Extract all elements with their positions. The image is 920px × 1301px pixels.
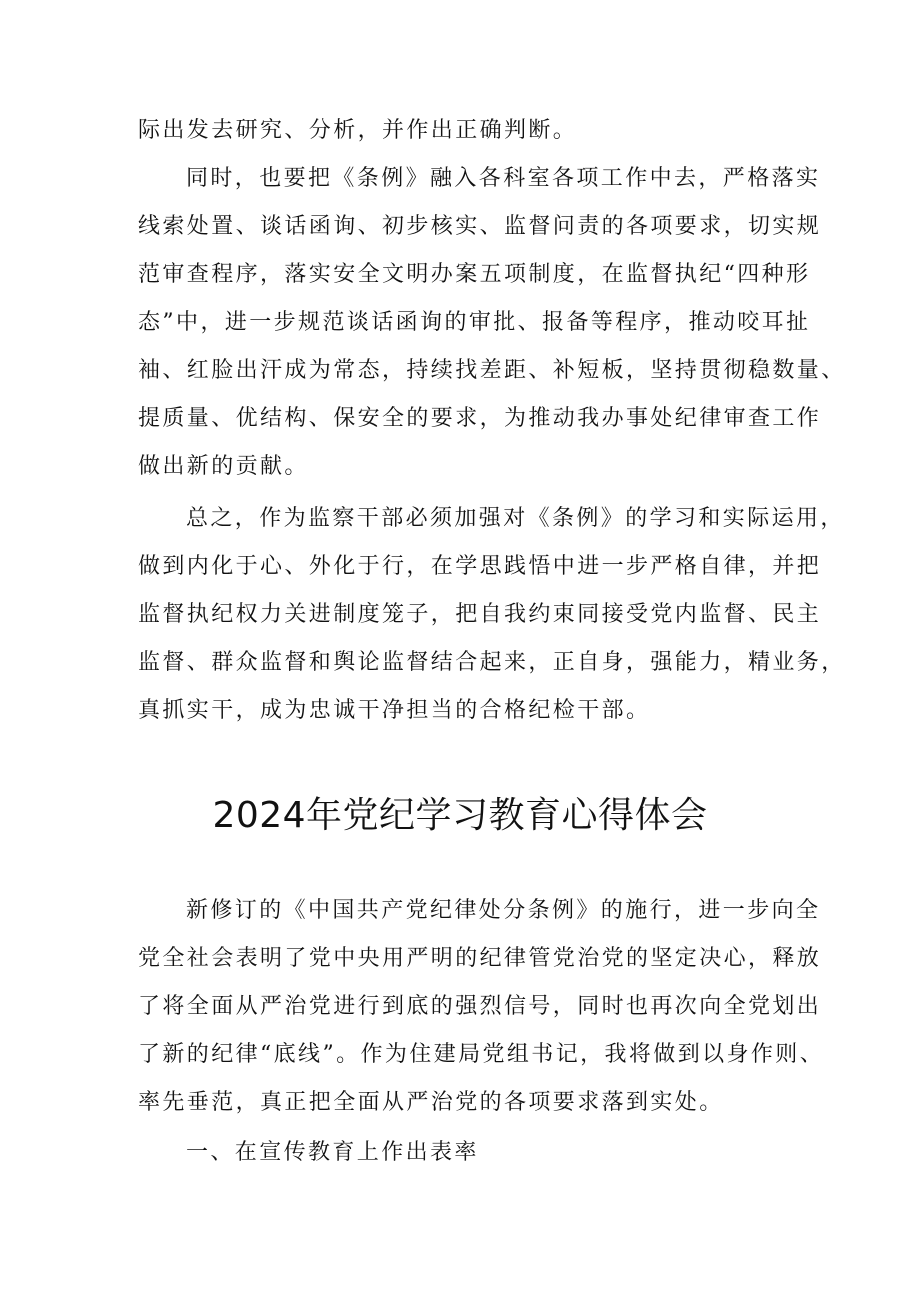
paragraph-first-line: 总之，作为监察干部必须加强对《条例》的学习和实际运用， (186, 506, 845, 531)
body-line: 做出新的贡献。 (138, 454, 309, 479)
body-line: 范审查程序，落实安全文明办案五项制度，在监督执纪“四种形 (138, 262, 811, 287)
body-line: 袖、红脸出汗成为常态，持续找差距、补短板，坚持贯彻稳数量、 (138, 358, 846, 383)
body-line: 线索处置、谈话函询、初步核实、监督问责的各项要求，切实规 (138, 214, 822, 239)
paragraph-first-line: 同时，也要把《条例》融入各科室各项工作中去，严格落实 (186, 166, 821, 191)
section-heading: 一、在宣传教育上作出表率 (186, 1140, 479, 1165)
body-line: 提质量、优结构、保安全的要求，为推动我办事处纪律审查工作 (138, 406, 822, 431)
body-line: 监督、群众监督和舆论监督结合起来，正自身，强能力，精业务， (138, 650, 846, 675)
body-line: 了将全面从严治党进行到底的强烈信号，同时也再次向全党划出 (138, 994, 822, 1019)
body-line: 态”中，进一步规范谈话函询的审批、报备等程序，推动咬耳扯 (138, 310, 811, 335)
body-line: 监督执纪权力关进制度笼子，把自我约束同接受党内监督、民主 (138, 602, 822, 627)
body-line: 际出发去研究、分析，并作出正确判断。 (138, 118, 578, 143)
paragraph-first-line: 新修订的《中国共产党纪律处分条例》的施行，进一步向全 (186, 898, 821, 923)
document-title: 2024年党纪学习教育心得体会 (212, 795, 708, 836)
body-line: 做到内化于心、外化于行，在学思践悟中进一步严格自律，并把 (138, 554, 822, 579)
body-line: 了新的纪律“底线”。作为住建局党组书记，我将做到以身作则、 (138, 1042, 825, 1067)
body-line: 党全社会表明了党中央用严明的纪律管党治党的坚定决心，释放 (138, 946, 822, 971)
body-line: 率先垂范，真正把全面从严治党的各项要求落到实处。 (138, 1090, 724, 1115)
body-line: 真抓实干，成为忠诚干净担当的合格纪检干部。 (138, 698, 651, 723)
